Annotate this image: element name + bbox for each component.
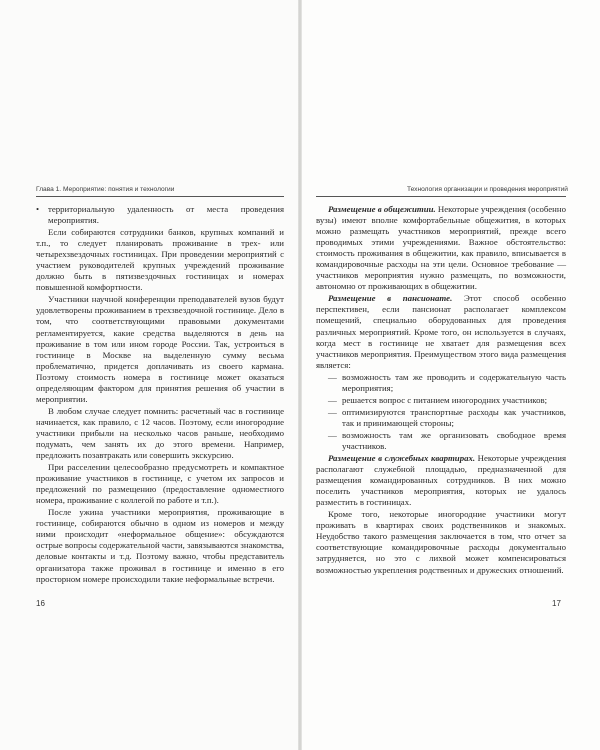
- dash-item: — возможность там же организовать свободное время участников.: [316, 430, 566, 452]
- paragraph: После ужина участники мероприятия, проживающие в гостинице, собираются обычно в одном из номеров и между ними происходит «неформальное общение»: обсуждаются острые вопросы содержательной части, завязываются знакомства, деловые контакты и т.д. Поэтому важно, чтобы представитель организатора также проживал в гостинице и именно в его просторном номере происходили такие неформальные встречи.: [36, 507, 284, 584]
- paragraph: При расселении целесообразно предусмотреть и компактное проживание участников в гостинице, с учетом их запросов и предложений по размещению (предоставление одноместного номера, проживание с коллегой по работе и т.п.).: [36, 462, 284, 506]
- right-running-header: Технология организации и проведения мероприятий: [407, 186, 568, 193]
- left-page-number: 16: [36, 599, 45, 608]
- bullet-item: • территориальную удаленность от места проведения мероприятия.: [36, 204, 284, 226]
- paragraph: Если собираются сотрудники банков, крупных компаний и т.п., то следует планировать проживание в трех- или четырехзвездочных гостиницах. При проведении мероприятий с участием руководителей крупных учреждений проживание должно быть в пятизвездочных гостиницах и номерах повышенной комфортности.: [36, 227, 284, 293]
- right-page-number: 17: [552, 599, 561, 608]
- right-header-rule: [316, 196, 566, 197]
- section-dormitory: [316, 204, 566, 292]
- left-page-body: [36, 204, 284, 586]
- dash-item: — решается вопрос с питанием иногородних участников;: [316, 395, 566, 406]
- dash-item: — оптимизируются транспортные расходы как участников, так и принимающей стороны;: [316, 407, 566, 429]
- left-header-rule: [36, 196, 284, 197]
- section-text: Некоторые учреждения (особенно вузы) имеют вполне комфортабельные общежития, в которых можно размещать участников мероприятий, прежде всего проводимых этими учреждениями. Важное обстоятельство: стоимость проживания в общежитии, как правило, вписывается в командировочные расходы на эти цели. Основное требование — участников мероприятия нужно размещать, по возможности, автономно от проживающих в общежитии.: [316, 204, 566, 292]
- paragraph: Кроме того, некоторые иногородние участники могут проживать в квартирах своих родственников и знакомых. Неудобство такого размещения заключается в том, что отчет за соответствующие командировочные расходы документально затрудняется, но это с лихвой может компенсироваться возможностью укрепления родственных и дружеских отношений.: [316, 509, 566, 575]
- section-heading: Размещение в общежитии.: [328, 204, 436, 214]
- section-pension: [316, 293, 566, 370]
- section-text: Некоторые учреждения располагают служебной площадью, предназначенной для размещения командированных сотрудников. В них можно поселить участников мероприятия, которых не удалось разместить в гостиницах.: [316, 453, 566, 508]
- paragraph: В любом случае следует помнить: расчетный час в гостинице начинается, как правило, с 12 часов. Поэтому, если иногородние участники прибыли на несколько часов раньше, необходимо подумать, чем занять их до этого времени. Например, предложить позавтракать или совершить экскурсию.: [36, 405, 284, 461]
- dash-item: — возможность там же проводить и содержательную часть мероприятия;: [316, 372, 566, 394]
- paragraph: Участники научной конференции преподавателей вузов будут удовлетворены проживанием в трехзвездочной гостинице. Дело в том, что соответствующими правовыми документами регламентируется, какие средства выделяются в день на проживание в том или ином городе России. Так, устроиться в гостинице в Москве на выделенную сумму весьма проблематично, придется доплачивать из своего кармана. Поэтому стоимость номера в гостинице может оказаться определяющим фактором для принятия решения об участии в мероприятии.: [36, 294, 284, 404]
- left-running-header: Глава 1. Мероприятие: понятия и технологии: [36, 186, 175, 193]
- section-heading: Размещение в пансионате.: [328, 293, 453, 304]
- section-text: Этот способ особенно перспективен, если пансионат располагает комплексом помещений, специально оборудованных для проведения различных мероприятий. Кроме того, он используется в случаях, когда мест в гостинице не хватает для размещения всех участников мероприятия. Преимуществом этого вида размещения является:: [316, 293, 566, 370]
- section-heading: Размещение в служебных квартирах.: [328, 453, 476, 464]
- book-gutter: [298, 0, 302, 750]
- section-apartments: [316, 453, 566, 508]
- right-page-body: [316, 204, 566, 577]
